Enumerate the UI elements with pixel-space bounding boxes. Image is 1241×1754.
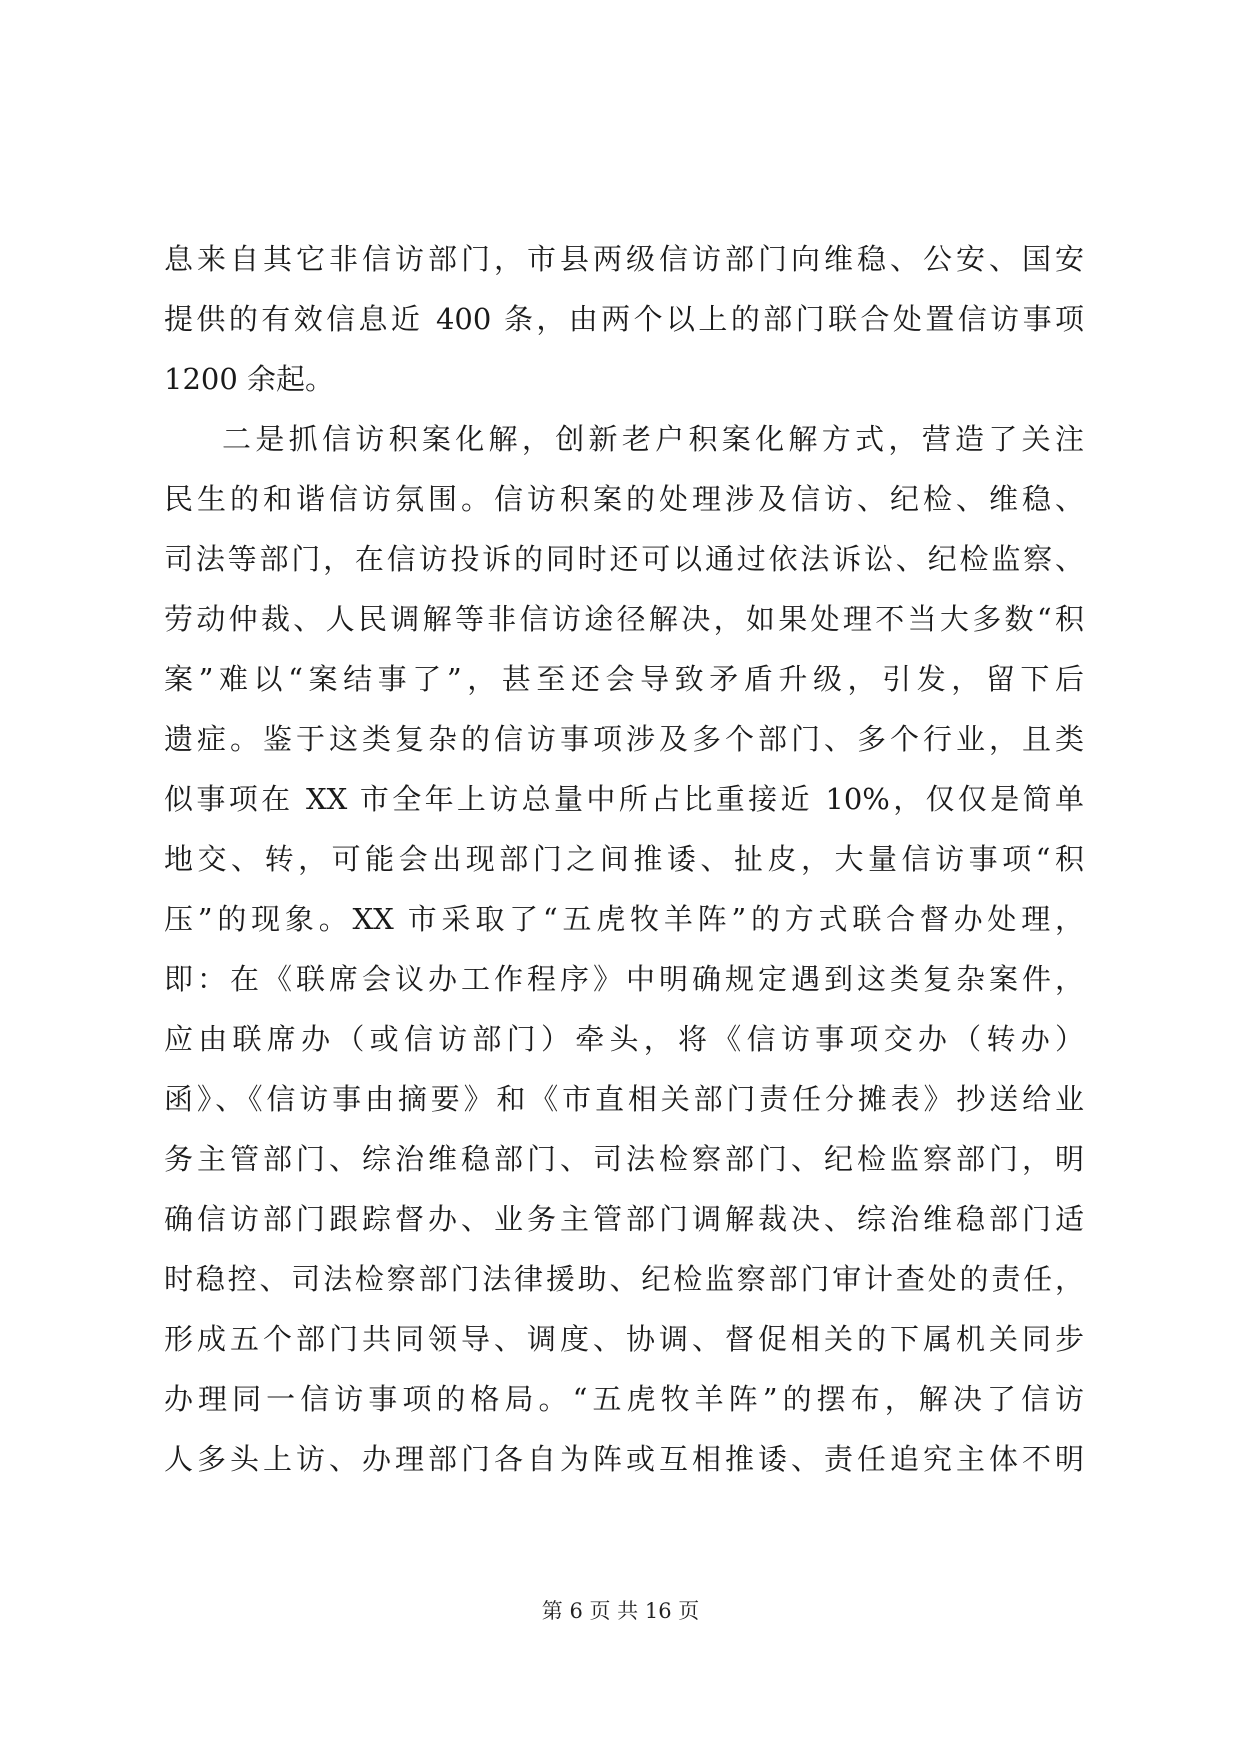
body-text — [164, 229, 1084, 1489]
text-line: 务主管部门、综治维稳部门、司法检察部门、纪检监察部门，明 — [164, 1142, 1084, 1176]
text-line: 似事项在 XX 市全年上访总量中所占比重接近 10%，仅仅是简单 — [164, 782, 1084, 816]
text-line: 地交、转，可能会出现部门之间推诿、扯皮，大量信访事项“积 — [164, 842, 1084, 876]
text-line: 形成五个部门共同领导、调度、协调、督促相关的下属机关同步 — [164, 1322, 1084, 1356]
page-footer — [0, 1596, 1241, 1626]
text-line: 即：在《联席会议办工作程序》中明确规定遇到这类复杂案件， — [164, 962, 1084, 996]
text-line: 案”难以“案结事了”，甚至还会导致矛盾升级，引发，留下后 — [164, 662, 1084, 696]
text-line: 函》、《信访事由摘要》和《市直相关部门责任分摊表》抄送给业 — [164, 1082, 1084, 1116]
text-line: 压”的现象。XX 市采取了“五虎牧羊阵”的方式联合督办处理， — [164, 902, 1084, 936]
text-line: 息来自其它非信访部门，市县两级信访部门向维稳、公安、国安 — [164, 242, 1084, 276]
text-line: 司法等部门，在信访投诉的同时还可以通过依法诉讼、纪检监察、 — [164, 542, 1084, 576]
text-line: 应由联席办（或信访部门）牵头，将《信访事项交办（转办） — [164, 1022, 1084, 1056]
paragraph-1 — [164, 229, 1084, 409]
text-line: 遗症。鉴于这类复杂的信访事项涉及多个部门、多个行业，且类 — [164, 722, 1084, 756]
paragraph-2 — [164, 409, 1084, 1489]
text-line: 时稳控、司法检察部门法律援助、纪检监察部门审计查处的责任， — [164, 1262, 1084, 1296]
text-line: 确信访部门跟踪督办、业务主管部门调解裁决、综治维稳部门适 — [164, 1202, 1084, 1236]
text-line: 1200 余起。 — [164, 362, 335, 396]
text-line: 二是抓信访积案化解，创新老户积案化解方式，营造了关注 — [222, 422, 1084, 456]
text-line: 提供的有效信息近 400 条，由两个以上的部门联合处置信访事项 — [164, 302, 1084, 336]
text-line: 民生的和谐信访氛围。信访积案的处理涉及信访、纪检、维稳、 — [164, 482, 1084, 516]
page-number: 第 6 页 共 16 页 — [541, 1599, 700, 1623]
text-line: 人多头上访、办理部门各自为阵或互相推诿、责任追究主体不明 — [164, 1442, 1084, 1476]
text-line: 劳动仲裁、人民调解等非信访途径解决，如果处理不当大多数“积 — [164, 602, 1084, 636]
text-line: 办理同一信访事项的格局。“五虎牧羊阵”的摆布，解决了信访 — [164, 1382, 1084, 1416]
